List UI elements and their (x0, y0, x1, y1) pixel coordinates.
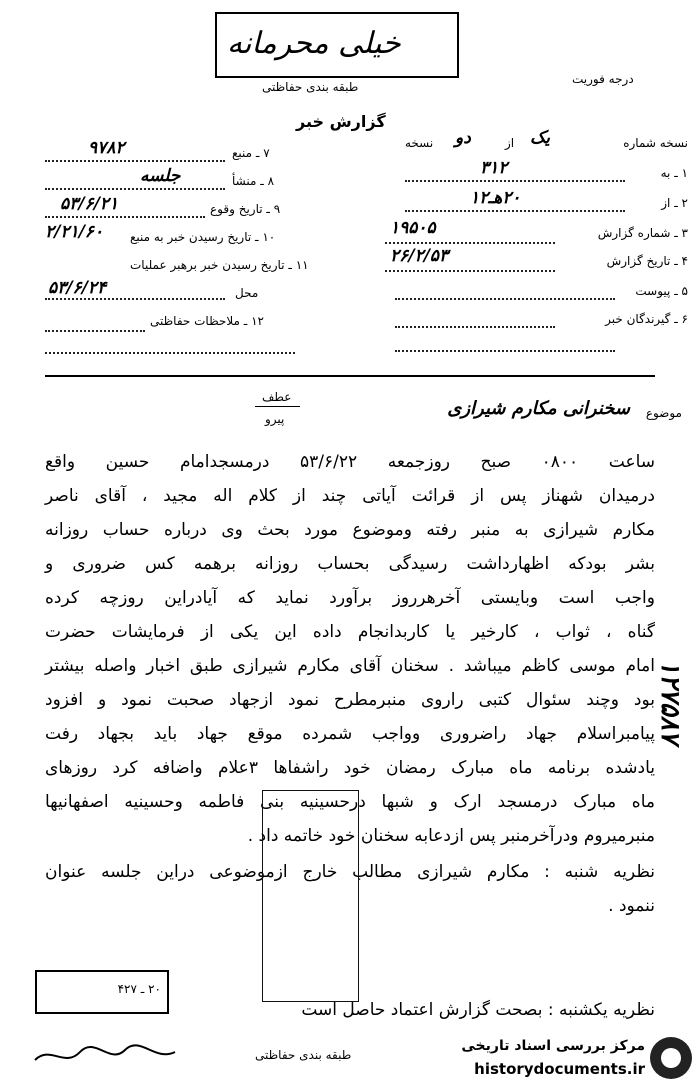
field-5-line (395, 298, 615, 300)
body-line: واجب است وبایستی آخرهرروز برآورد نماید که آیادراین روزچه کرده (45, 588, 655, 608)
subject-label: موضوع (645, 406, 682, 420)
body-line: ساعت ۰۸۰۰ صبح روزجمعه ۵۳/۶/۲۲ درمسجدامام حسین واقع (45, 452, 656, 472)
location-value: ۵۳/۶/۲۴ (48, 278, 107, 298)
report-title: گزارش خبر (296, 112, 386, 131)
classification-bottom: طبقه بندی حفاظتی (255, 1048, 352, 1062)
field-10-value: ۲/۲۱/۶۰ (45, 222, 104, 242)
top-stamp (215, 12, 459, 78)
copy-number-label: نسخه شماره (623, 136, 688, 150)
body-line: بود وچند سئوال کتبی راروی منبرمطرح نمود ازجهاد صحبت نمود و افزود (45, 690, 655, 710)
body-line: ماه مبارک درمسجد ارک و شبها درحسینیه بنی فاطمه وحسینیه اصفهانیها (45, 792, 655, 812)
archive-logo-icon (650, 1037, 692, 1079)
body-line: ننمود . (608, 896, 655, 916)
field-1-value: ۳۱۲ (480, 158, 508, 178)
signature-icon (30, 1040, 180, 1070)
location-line (45, 298, 225, 300)
field-7-label: ۷ ـ منبع (232, 146, 270, 160)
field-3-line (385, 242, 555, 244)
field-2-label: ۲ ـ از (661, 196, 688, 210)
field-1-line (405, 180, 625, 182)
field-3-value: ۱۹۵۰۵ (390, 218, 436, 238)
margin-note: ۱۲۷۵۸۷ (655, 660, 685, 744)
bottom-stamp-text: ۲۰ ـ ۴۲۷ (117, 982, 161, 996)
field-6-line (395, 326, 555, 328)
field-9-value: ۵۳/۶/۲۱ (60, 194, 119, 214)
overlay-stamp-frame (262, 790, 359, 1002)
copy-of-label: از (505, 136, 515, 150)
body-line: گناه ، ثواب ، کارخیر یا کاربدانجام داده این یکی از فرمایشات حضرت (45, 622, 655, 642)
signature-scribble (30, 1040, 180, 1070)
body-line: یادشده برنامه ماه مبارک رمضان خود راشفاها ۳علام واضافه کرد روزهای (45, 758, 655, 778)
field-11-label: ۱۱ ـ تاریخ رسیدن خبر برهبر عملیات (130, 258, 309, 272)
subject-value: سخنرانی مکارم شیرازی (447, 398, 630, 419)
field-5-label: ۵ ـ پیوست (635, 284, 688, 298)
body-line: امام موسی کاظم میباشد . سخنان آقای مکارم شیرازی طبق اخبار واصله بیشتر (45, 656, 655, 676)
field-4-line (385, 270, 555, 272)
field-10-label: ۱۰ ـ تاریخ رسیدن خبر به منبع (130, 230, 276, 244)
field-9-line (45, 216, 205, 218)
field-8-label: ۸ ـ منشأ (232, 174, 275, 188)
field-2-line (405, 210, 625, 212)
field-8-value: جلسه (140, 166, 181, 186)
watermark-site[interactable]: historydocuments.ir (474, 1060, 645, 1078)
field-7-value: ۹۷۸۲ (88, 138, 125, 158)
body-line: درمیدان شهناز پس از قرائت آیاتی چند از کلام اله مجید ، آقای ناصر (45, 486, 655, 506)
field-9-label: ۹ ـ تاریخ وقوع (210, 202, 281, 216)
margin-handwriting (655, 660, 695, 890)
copy-number-value: یک (530, 128, 550, 148)
field-6-label: ۶ ـ گیرندگان خبر (605, 312, 688, 326)
field-2-value: ۲۰هـ۱۲ (470, 188, 521, 208)
ref-label-2: پیرو (265, 412, 285, 426)
field-1-label: ۱ ـ به (660, 166, 688, 180)
field-6-line-2 (395, 350, 615, 352)
location-label: محل (235, 286, 259, 300)
bottom-stamp-box (35, 970, 169, 1014)
ref-label-1: عطف (262, 390, 292, 404)
field-3-label: ۳ ـ شماره گزارش (597, 226, 688, 240)
body-line: مکارم شیرازی به منبر رفته وموضوع مورد بحث وی درباره حساب روزانه (45, 520, 655, 540)
opinion-saturday: نظریه شنبه : مکارم شیرازی مطالب خارج ازموضوعی دراین جلسه عنوان (45, 862, 655, 882)
field-4-label: ۴ ـ تاریخ گزارش (606, 254, 688, 268)
field-12-line-2 (45, 352, 295, 354)
field-8-line (45, 188, 225, 190)
field-4-value: ۲۶/۲/۵۳ (390, 246, 449, 266)
body-line: پیامبراسلام جهاد راضروری وواجب شمرده موقع جهاد باید بجهاد رفت (45, 724, 655, 744)
copy-label: نسخه (405, 136, 434, 150)
ref-divider (255, 406, 300, 407)
copy-of-value: دو (455, 128, 471, 148)
field-12-label: ۱۲ ـ ملاحظات حفاظتی (150, 314, 264, 328)
opinion-sunday: نظریه یکشنبه : بصحت گزارش اعتماد حاصل است (301, 1000, 655, 1020)
field-7-line (45, 160, 225, 162)
field-12-line (45, 330, 145, 332)
watermark-label: مرکز بررسی اسناد تاریخی (461, 1038, 645, 1054)
body-line: بشر بودکه اظهارداشت رسیدگی بحساب روزانه برهمه کس ضروری و (45, 554, 655, 574)
priority-label: درجه فوریت (572, 72, 634, 86)
body-line: منبرمیروم ودرآخرمنبر پس ازدعابه سخنان خود خاتمه داد . (247, 826, 655, 846)
stamp-text: خیلی محرمانه (227, 26, 401, 61)
separator-line (45, 375, 655, 377)
classification-top: طبقه بندی حفاظتی (262, 80, 359, 94)
